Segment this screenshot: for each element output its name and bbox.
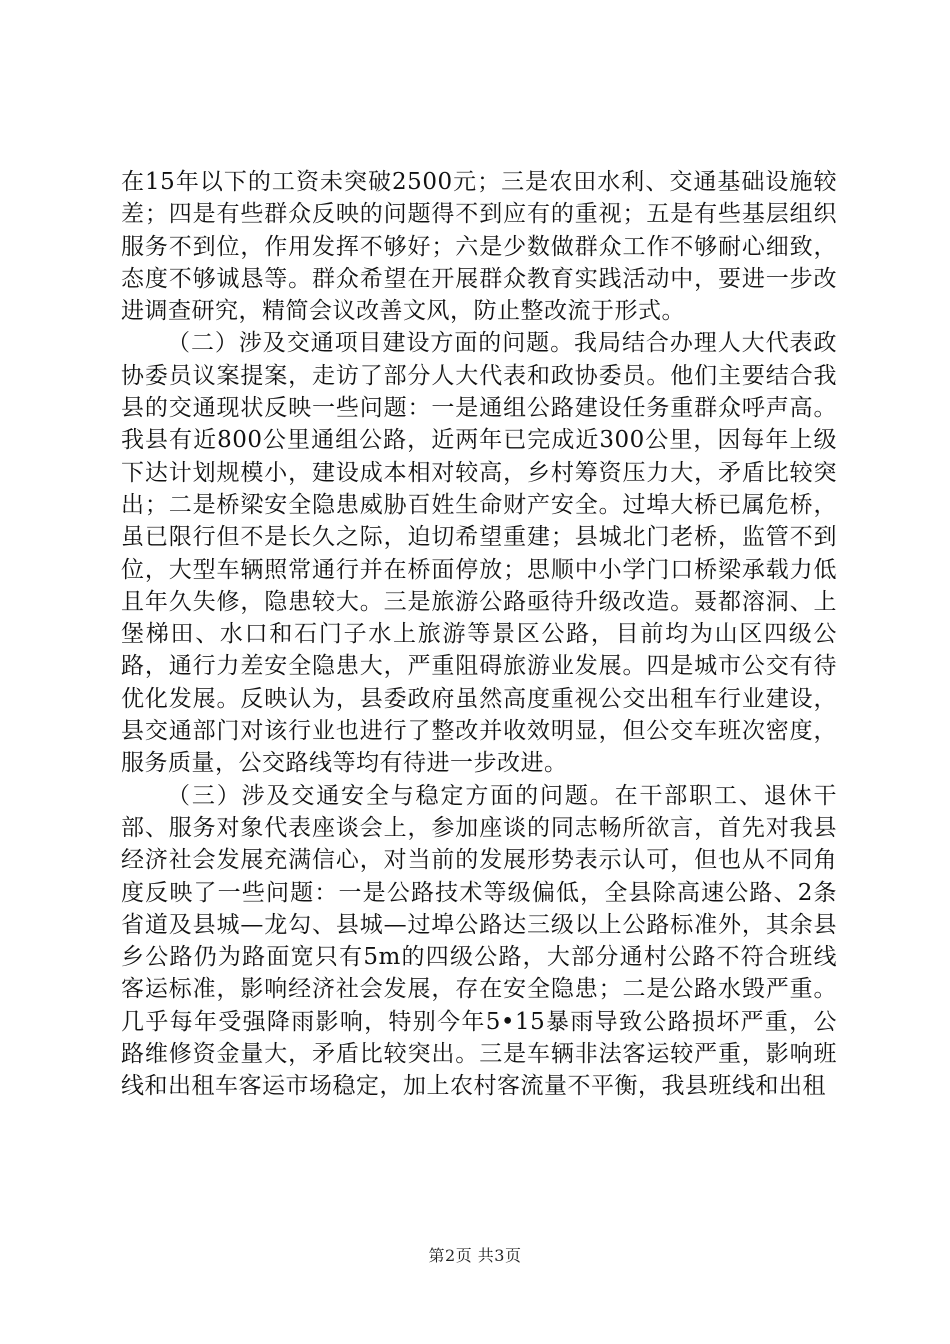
document-body bbox=[121, 166, 837, 1103]
paragraph-3: （三）涉及交通安全与稳定方面的问题。在干部职工、退休干部、服务对象代表座谈会上，参加座谈的同志畅所欲言，首先对我县经济社会发展充满信心，对当前的发展形势表示认可，但也从不同角度反映了一些问题：一是公路技术等级偏低，全县除高速公路、2条省道及县城—龙勾、县城—过埠公路达三级以上公路标准外，其余县乡公路仍为路面宽只有5m的四级公路，大部分通村公路不符合班线客运标准，影响经济社会发展，存在安全隐患；二是公路水毁严重。几乎每年受强降雨影响，特别今年5•15暴雨导致公路损坏严重，公路维修资金量大，矛盾比较突出。三是车辆非法客运较严重，影响班线和出租车客运市场稳定，加上农村客流量不平衡，我县班线和出租 bbox=[121, 782, 837, 1100]
paragraph-2: （二）涉及交通项目建设方面的问题。我局结合办理人大代表政协委员议案提案，走访了部分人大代表和政协委员。他们主要结合我县的交通现状反映一些问题：一是通组公路建设任务重群众呼声高。我县有近800公里通组公路，近两年已完成近300公里，因每年上级下达计划规模小，建设成本相对较高，乡村筹资压力大，矛盾比较突出；二是桥梁安全隐患威胁百姓生命财产安全。过埠大桥已属危桥，虽已限行但不是长久之际，迫切希望重建；县城北门老桥，监管不到位，大型车辆照常通行并在桥面停放；思顺中小学门口桥梁承载力低且年久失修，隐患较大。三是旅游公路亟待升级改造。聂都溶洞、上堡梯田、水口和石门子水上旅游等景区公路，目前均为山区四级公路，通行力差安全隐患大，严重阻碍旅游业发展。四是城市公交有待优化发展。反映认为，县委政府虽然高度重视公交出租车行业建设，县交通部门对该行业也进行了整改并收效明显，但公交车班次密度，服务质量，公交路线等均有待进一步改进。 bbox=[121, 330, 837, 777]
paragraph-1: 在15年以下的工资未突破2500元；三是农田水利、交通基础设施较差；四是有些群众反映的问题得不到应有的重视；五是有些基层组织服务不到位，作用发挥不够好；六是少数做群众工作不够耐心细致，态度不够诚恳等。群众希望在开展群众教育实践活动中，要进一步改进调查研究，精简会议改善文风，防止整改流于形式。 bbox=[121, 169, 837, 325]
page-footer: 第2页 共3页 bbox=[428, 1246, 522, 1265]
